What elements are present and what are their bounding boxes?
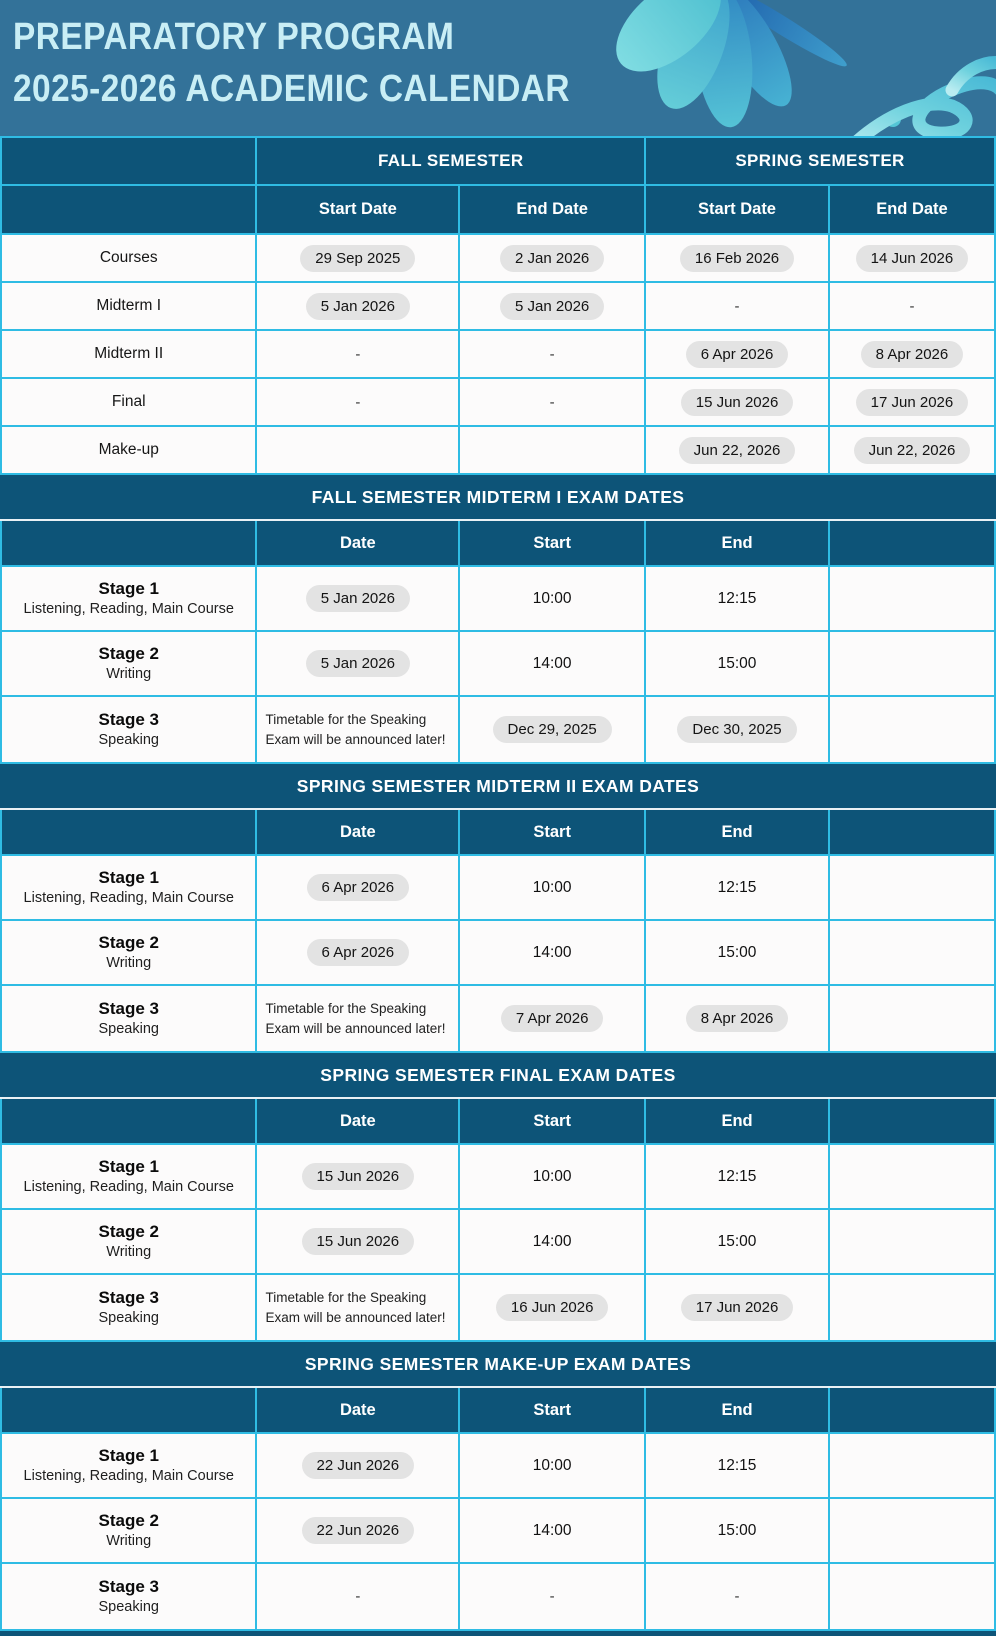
dash-placeholder: - bbox=[734, 297, 740, 315]
exam-start-cell bbox=[460, 1145, 646, 1208]
speaking-note: Timetable for the Speaking Exam will be announced later! bbox=[265, 1289, 446, 1325]
stage-subtitle: Listening, Reading, Main Course bbox=[23, 1468, 234, 1485]
table-row-final bbox=[0, 379, 996, 427]
stage-name: Stage 1 bbox=[98, 868, 159, 888]
column-header-date: Date bbox=[257, 1099, 460, 1143]
date-pill: 15 Jun 2026 bbox=[302, 1163, 415, 1190]
time-value: 15:00 bbox=[717, 1232, 757, 1250]
exam-end-cell bbox=[646, 1145, 830, 1208]
banner bbox=[0, 0, 996, 136]
corner-cell bbox=[830, 1388, 996, 1432]
stage-name: Stage 3 bbox=[98, 999, 159, 1019]
semester-header-spring-semester: SPRING SEMESTER bbox=[646, 138, 996, 184]
date-pill: Jun 22, 2026 bbox=[854, 437, 971, 464]
time-value: 12:15 bbox=[717, 878, 757, 896]
exam-start-cell bbox=[460, 697, 646, 762]
exam-end-cell bbox=[646, 921, 830, 984]
section-title: SPRING SEMESTER FINAL EXAM DATES bbox=[320, 1064, 676, 1085]
empty-cell bbox=[830, 1275, 996, 1340]
exam-row-stage-2 bbox=[0, 1210, 996, 1275]
stage-label-cell bbox=[2, 986, 257, 1051]
exam-end-cell bbox=[646, 986, 830, 1051]
column-header-end: End bbox=[646, 1099, 830, 1143]
stage-label-cell bbox=[2, 632, 257, 695]
exam-date-cell bbox=[257, 697, 460, 762]
fall-end-cell bbox=[460, 235, 646, 281]
exam-start-cell bbox=[460, 1499, 646, 1562]
subheader-fall-start-date: Start Date bbox=[257, 186, 460, 233]
section-title-bar-spring-semester-midterm-ii-exam-dates bbox=[0, 764, 996, 810]
exam-start-cell bbox=[460, 1275, 646, 1340]
date-pill: 2 Jan 2026 bbox=[500, 245, 604, 272]
exam-date-cell bbox=[257, 1145, 460, 1208]
row-label-cell bbox=[2, 427, 257, 473]
exam-date-cell bbox=[257, 1499, 460, 1562]
section-title: FALL SEMESTER MIDTERM I EXAM DATES bbox=[311, 486, 685, 507]
corner-cell bbox=[830, 1099, 996, 1143]
empty-cell bbox=[830, 567, 996, 630]
dash-placeholder: - bbox=[355, 1588, 361, 1605]
stage-name: Stage 3 bbox=[98, 1577, 159, 1597]
exam-end-cell bbox=[646, 1275, 830, 1340]
empty-cell bbox=[830, 1434, 996, 1497]
spring-start-cell bbox=[646, 331, 830, 377]
exam-start-cell bbox=[460, 1434, 646, 1497]
date-pill: 29 Sep 2025 bbox=[300, 245, 415, 272]
date-pill: 17 Jun 2026 bbox=[681, 1294, 794, 1321]
column-header-start: Start bbox=[460, 1388, 646, 1432]
spiral-icon bbox=[848, 63, 996, 136]
fall-start-cell bbox=[257, 283, 460, 329]
exam-start-cell bbox=[460, 921, 646, 984]
date-pill: 5 Jan 2026 bbox=[306, 650, 410, 677]
date-pill: Dec 30, 2025 bbox=[677, 716, 796, 743]
exam-start-cell bbox=[460, 632, 646, 695]
stage-subtitle: Speaking bbox=[98, 1021, 159, 1038]
section-title: SPRING SEMESTER MAKE-UP EXAM DATES bbox=[304, 1353, 692, 1374]
corner-cell bbox=[2, 186, 257, 233]
stage-subtitle: Writing bbox=[106, 666, 152, 683]
exam-start-cell bbox=[460, 986, 646, 1051]
time-value: 10:00 bbox=[532, 589, 572, 607]
row-label-cell bbox=[2, 379, 257, 425]
exam-end-cell bbox=[646, 1434, 830, 1497]
row-label-cell bbox=[2, 331, 257, 377]
stage-subtitle: Writing bbox=[106, 955, 152, 972]
spring-start-cell bbox=[646, 379, 830, 425]
exam-date-cell bbox=[257, 1434, 460, 1497]
column-header-start: Start bbox=[460, 810, 646, 854]
fall-end-cell bbox=[460, 379, 646, 425]
time-value: 12:15 bbox=[717, 589, 757, 607]
speaking-note: Timetable for the Speaking Exam will be announced later! bbox=[265, 711, 446, 747]
column-header-date: Date bbox=[257, 521, 460, 565]
semester-group-header-row bbox=[0, 136, 996, 186]
stage-label-cell bbox=[2, 567, 257, 630]
stage-name: Stage 2 bbox=[98, 1222, 159, 1242]
row-label: Make-up bbox=[98, 441, 159, 458]
exam-row-stage-1 bbox=[0, 1434, 996, 1499]
empty-cell bbox=[830, 856, 996, 919]
time-value: 15:00 bbox=[717, 654, 757, 672]
stage-subtitle: Writing bbox=[106, 1244, 152, 1261]
dash-placeholder: - bbox=[355, 345, 361, 363]
exam-row-stage-2 bbox=[0, 921, 996, 986]
stage-label-cell bbox=[2, 1499, 257, 1562]
stage-subtitle: Listening, Reading, Main Course bbox=[23, 1179, 234, 1196]
stage-label-cell bbox=[2, 1210, 257, 1273]
stage-name: Stage 3 bbox=[98, 1288, 159, 1308]
date-pill: 5 Jan 2026 bbox=[500, 293, 604, 320]
spring-end-cell bbox=[830, 283, 996, 329]
exam-date-cell bbox=[257, 856, 460, 919]
date-subheader-row bbox=[0, 186, 996, 235]
flower-decoration bbox=[560, 0, 996, 136]
exam-start-cell bbox=[460, 856, 646, 919]
column-header-end: End bbox=[646, 1388, 830, 1432]
exam-column-header-row bbox=[0, 521, 996, 567]
empty-cell bbox=[830, 921, 996, 984]
table-row-courses bbox=[0, 235, 996, 283]
exam-start-cell bbox=[460, 1564, 646, 1629]
fall-start-cell bbox=[257, 379, 460, 425]
exam-start-cell bbox=[460, 1210, 646, 1273]
dash-placeholder: - bbox=[355, 393, 361, 411]
subheader-spring-start-date: Start Date bbox=[646, 186, 830, 233]
spring-start-cell bbox=[646, 235, 830, 281]
exam-column-header-row bbox=[0, 810, 996, 856]
fall-start-cell bbox=[257, 331, 460, 377]
date-pill: 8 Apr 2026 bbox=[861, 341, 964, 368]
exam-row-stage-3 bbox=[0, 1564, 996, 1631]
spring-end-cell bbox=[830, 235, 996, 281]
stage-label-cell bbox=[2, 1434, 257, 1497]
row-label-cell bbox=[2, 235, 257, 281]
date-pill: 5 Jan 2026 bbox=[306, 585, 410, 612]
page-title-line1: PREPARATORY PROGRAM bbox=[13, 16, 455, 58]
exam-row-stage-2 bbox=[0, 632, 996, 697]
dash-placeholder: - bbox=[909, 297, 915, 315]
exam-end-cell bbox=[646, 1499, 830, 1562]
calendar-tables bbox=[0, 136, 996, 1631]
semester-header-fall-semester: FALL SEMESTER bbox=[257, 138, 646, 184]
stage-name: Stage 1 bbox=[98, 579, 159, 599]
row-label: Final bbox=[111, 393, 146, 410]
stage-label-cell bbox=[2, 921, 257, 984]
exam-end-cell bbox=[646, 1564, 830, 1629]
time-value: 10:00 bbox=[532, 878, 572, 896]
exam-date-cell bbox=[257, 1210, 460, 1273]
date-pill: 14 Jun 2026 bbox=[856, 245, 969, 272]
corner-cell bbox=[2, 1388, 257, 1432]
date-pill: 8 Apr 2026 bbox=[686, 1005, 789, 1032]
time-value: 14:00 bbox=[532, 1232, 572, 1250]
corner-cell bbox=[830, 810, 996, 854]
exam-date-cell bbox=[257, 986, 460, 1051]
time-value: 15:00 bbox=[717, 943, 757, 961]
date-pill: 17 Jun 2026 bbox=[856, 389, 969, 416]
stage-label-cell bbox=[2, 1275, 257, 1340]
stage-subtitle: Writing bbox=[106, 1533, 152, 1550]
empty-cell bbox=[830, 1564, 996, 1629]
column-header-start: Start bbox=[460, 521, 646, 565]
stage-label-cell bbox=[2, 1145, 257, 1208]
corner-cell bbox=[2, 810, 257, 854]
time-value: 14:00 bbox=[532, 1521, 572, 1539]
stage-name: Stage 2 bbox=[98, 644, 159, 664]
time-value: 12:15 bbox=[717, 1167, 757, 1185]
empty-cell bbox=[830, 1145, 996, 1208]
subheader-fall-end-date: End Date bbox=[460, 186, 646, 233]
section-title-bar-spring-semester-make-up-exam-dates bbox=[0, 1342, 996, 1388]
column-header-date: Date bbox=[257, 1388, 460, 1432]
page-title bbox=[13, 11, 570, 115]
dash-placeholder: - bbox=[549, 345, 555, 363]
column-header-end: End bbox=[646, 521, 830, 565]
dash-placeholder: - bbox=[549, 1588, 555, 1605]
date-pill: Jun 22, 2026 bbox=[679, 437, 796, 464]
exam-end-cell bbox=[646, 856, 830, 919]
exam-date-cell bbox=[257, 632, 460, 695]
table-row-make-up bbox=[0, 427, 996, 475]
fall-start-cell bbox=[257, 235, 460, 281]
stage-subtitle: Speaking bbox=[98, 1310, 159, 1327]
stage-name: Stage 3 bbox=[98, 710, 159, 730]
table-row-midterm-ii bbox=[0, 331, 996, 379]
exam-row-stage-3 bbox=[0, 986, 996, 1053]
date-pill: 22 Jun 2026 bbox=[302, 1452, 415, 1479]
corner-cell bbox=[2, 138, 257, 184]
date-pill: 6 Apr 2026 bbox=[307, 939, 410, 966]
exam-date-cell bbox=[257, 921, 460, 984]
exam-row-stage-1 bbox=[0, 856, 996, 921]
subheader-spring-end-date: End Date bbox=[830, 186, 996, 233]
dash-placeholder: - bbox=[734, 1588, 740, 1605]
exam-end-cell bbox=[646, 632, 830, 695]
stage-subtitle: Speaking bbox=[98, 732, 159, 749]
column-header-date: Date bbox=[257, 810, 460, 854]
exam-row-stage-3 bbox=[0, 1275, 996, 1342]
stage-label-cell bbox=[2, 1564, 257, 1629]
time-value: 15:00 bbox=[717, 1521, 757, 1539]
section-title-bar-spring-semester-final-exam-dates bbox=[0, 1053, 996, 1099]
column-header-end: End bbox=[646, 810, 830, 854]
exam-start-cell bbox=[460, 567, 646, 630]
empty-cell bbox=[830, 986, 996, 1051]
fall-end-cell bbox=[460, 427, 646, 473]
exam-row-stage-1 bbox=[0, 1145, 996, 1210]
spring-start-cell bbox=[646, 283, 830, 329]
time-value: 10:00 bbox=[532, 1456, 572, 1474]
stage-subtitle: Listening, Reading, Main Course bbox=[23, 601, 234, 618]
spring-end-cell bbox=[830, 379, 996, 425]
exam-column-header-row bbox=[0, 1388, 996, 1434]
date-pill: Dec 29, 2025 bbox=[493, 716, 612, 743]
date-pill: 6 Apr 2026 bbox=[686, 341, 789, 368]
stage-name: Stage 1 bbox=[98, 1446, 159, 1466]
fall-end-cell bbox=[460, 331, 646, 377]
stage-label-cell bbox=[2, 697, 257, 762]
empty-cell bbox=[830, 697, 996, 762]
fall-end-cell bbox=[460, 283, 646, 329]
section-title: SPRING SEMESTER MIDTERM II EXAM DATES bbox=[296, 775, 700, 796]
date-pill: 15 Jun 2026 bbox=[302, 1228, 415, 1255]
dash-placeholder: - bbox=[549, 393, 555, 411]
exam-end-cell bbox=[646, 697, 830, 762]
exam-row-stage-3 bbox=[0, 697, 996, 764]
date-pill: 6 Apr 2026 bbox=[307, 874, 410, 901]
flower-icon bbox=[599, 0, 851, 130]
exam-end-cell bbox=[646, 1210, 830, 1273]
stage-label-cell bbox=[2, 856, 257, 919]
exam-end-cell bbox=[646, 567, 830, 630]
exam-column-header-row bbox=[0, 1099, 996, 1145]
time-value: 12:15 bbox=[717, 1456, 757, 1474]
fall-start-cell bbox=[257, 427, 460, 473]
date-pill: 22 Jun 2026 bbox=[302, 1517, 415, 1544]
exam-date-cell bbox=[257, 567, 460, 630]
page-title-line2: 2025-2026 ACADEMIC CALENDAR bbox=[13, 68, 570, 110]
empty-cell bbox=[830, 1210, 996, 1273]
table-row-midterm-i bbox=[0, 283, 996, 331]
corner-cell bbox=[2, 1099, 257, 1143]
spring-start-cell bbox=[646, 427, 830, 473]
speaking-note: Timetable for the Speaking Exam will be announced later! bbox=[265, 1000, 446, 1036]
section-title-bar-fall-semester-midterm-i-exam-dates bbox=[0, 475, 996, 521]
stage-name: Stage 1 bbox=[98, 1157, 159, 1177]
empty-cell bbox=[830, 1499, 996, 1562]
stage-name: Stage 2 bbox=[98, 933, 159, 953]
corner-cell bbox=[2, 521, 257, 565]
date-pill: 5 Jan 2026 bbox=[306, 293, 410, 320]
row-label: Midterm I bbox=[96, 297, 162, 314]
row-label: Courses bbox=[99, 249, 158, 266]
empty-cell bbox=[830, 632, 996, 695]
stage-name: Stage 2 bbox=[98, 1511, 159, 1531]
exam-row-stage-1 bbox=[0, 567, 996, 632]
stage-subtitle: Listening, Reading, Main Course bbox=[23, 890, 234, 907]
footer-bar bbox=[0, 1631, 996, 1636]
date-pill: 16 Jun 2026 bbox=[496, 1294, 609, 1321]
row-label: Midterm II bbox=[94, 345, 164, 362]
stage-subtitle: Speaking bbox=[98, 1599, 159, 1616]
column-header-start: Start bbox=[460, 1099, 646, 1143]
exam-date-cell bbox=[257, 1564, 460, 1629]
time-value: 10:00 bbox=[532, 1167, 572, 1185]
spring-end-cell bbox=[830, 331, 996, 377]
spring-end-cell bbox=[830, 427, 996, 473]
exam-row-stage-2 bbox=[0, 1499, 996, 1564]
time-value: 14:00 bbox=[532, 654, 572, 672]
exam-date-cell bbox=[257, 1275, 460, 1340]
corner-cell bbox=[830, 521, 996, 565]
date-pill: 16 Feb 2026 bbox=[680, 245, 794, 272]
date-pill: 15 Jun 2026 bbox=[681, 389, 794, 416]
time-value: 14:00 bbox=[532, 943, 572, 961]
date-pill: 7 Apr 2026 bbox=[501, 1005, 604, 1032]
row-label-cell bbox=[2, 283, 257, 329]
